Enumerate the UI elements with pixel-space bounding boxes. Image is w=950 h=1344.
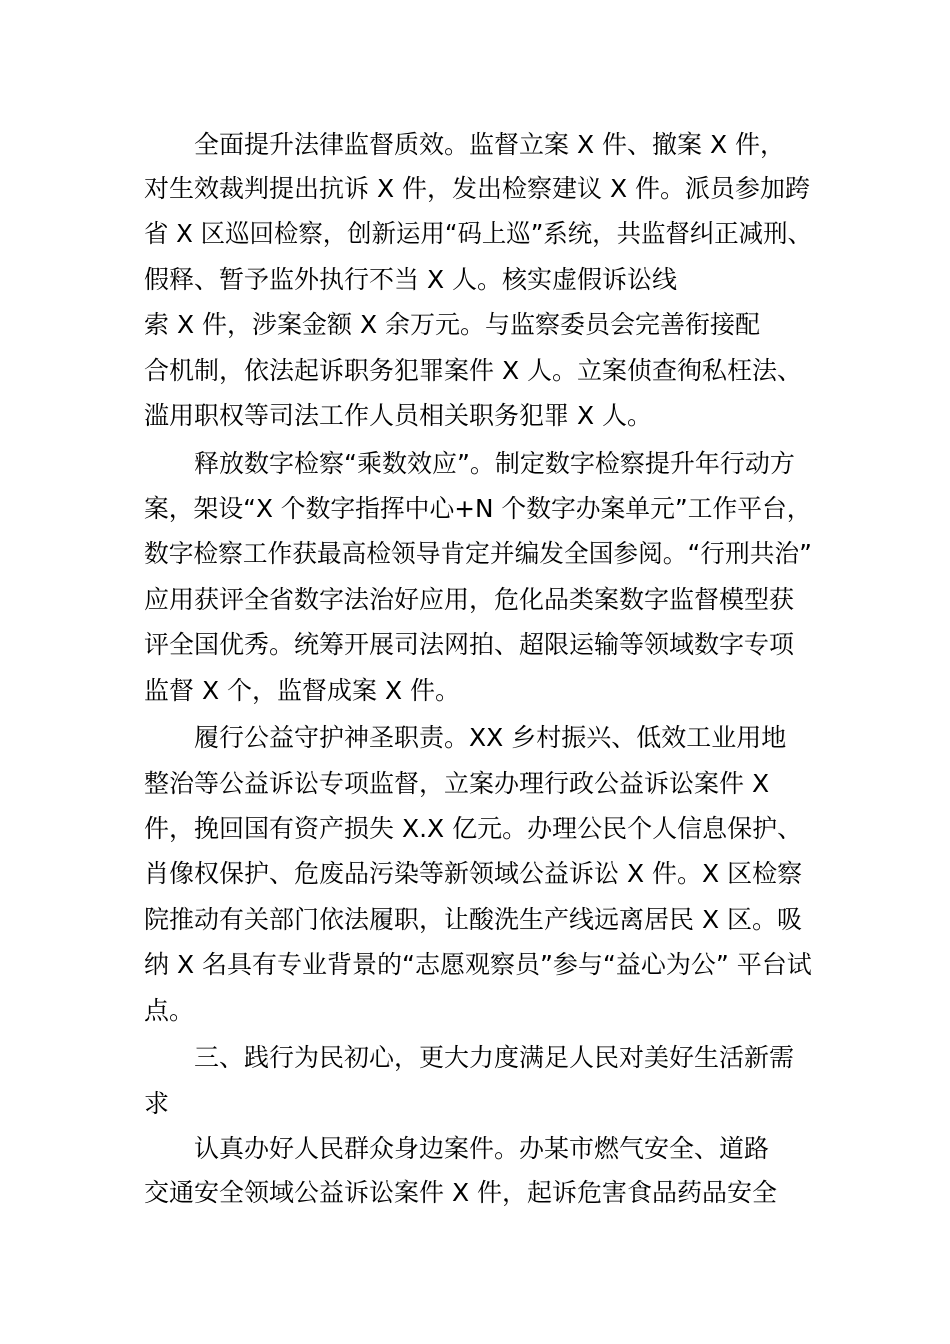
text-line: 全面提升法律监督质效。监督立案 X 件、撤案 X 件， <box>194 130 786 159</box>
text-line: 假释、暂予监外执行不当 X 人。核实虚假诉讼线 <box>144 265 678 294</box>
text-line: 合机制，依法起诉职务犯罪案件 X 人。立案侦查徇私枉法、 <box>144 356 803 385</box>
text-line: 应用获评全省数字法治好应用，危化品类案数字监督模型获 <box>144 585 795 614</box>
text-line: 监督 X 个，监督成案 X 件。 <box>144 676 461 705</box>
text-line: 对生效裁判提出抗诉 X 件，发出检察建议 X 件。派员参加跨 <box>144 174 811 203</box>
text-line: 滥用职权等司法工作人员相关职务犯罪 X 人。 <box>144 401 653 430</box>
text-line: 案，架设“X 个数字指挥中心+N 个数字办案单元”工作平台， <box>144 494 812 523</box>
text-line: 纳 X 名具有专业背景的“志愿观察员”参与“益心为公” 平台试 <box>144 950 812 979</box>
text-line: 认真办好人民群众身边案件。办某市燃气安全、道路 <box>194 1134 770 1163</box>
section-heading: 求 <box>144 1089 170 1118</box>
text-line: 件，挽回国有资产损失 X.X 亿元。办理公民个人信息保护、 <box>144 814 803 843</box>
text-line: 交通安全领域公益诉讼案件 X 件，起诉危害食品药品安全 <box>144 1178 778 1207</box>
text-line: 释放数字检察“乘数效应”。制定数字检察提升年行动方 <box>194 449 795 478</box>
text-line: 履行公益守护神圣职责。XX 乡村振兴、低效工业用地 <box>194 723 787 752</box>
text-line: 肖像权保护、危废品污染等新领域公益诉讼 X 件。X 区检察 <box>144 859 803 888</box>
section-heading: 三、践行为民初心，更大力度满足人民对美好生活新需 <box>194 1043 795 1072</box>
text-line: 整治等公益诉讼专项监督，立案办理行政公益诉讼案件 X <box>144 769 770 798</box>
text-line: 数字检察工作获最高检领导肯定并编发全国参阅。“行刑共治” <box>144 539 812 568</box>
text-line: 索 X 件，涉案金额 X 余万元。与监察委员会完善衔接配 <box>144 310 761 339</box>
text-line: 省 X 区巡回检察，创新运用“码上巡”系统，共监督纠正减刑、 <box>144 219 812 248</box>
text-line: 评全国优秀。统筹开展司法网拍、超限运输等领域数字专项 <box>144 630 795 659</box>
text-line: 院推动有关部门依法履职，让酸洗生产线远离居民 X 区。吸 <box>144 905 803 934</box>
text-line: 点。 <box>144 996 195 1025</box>
